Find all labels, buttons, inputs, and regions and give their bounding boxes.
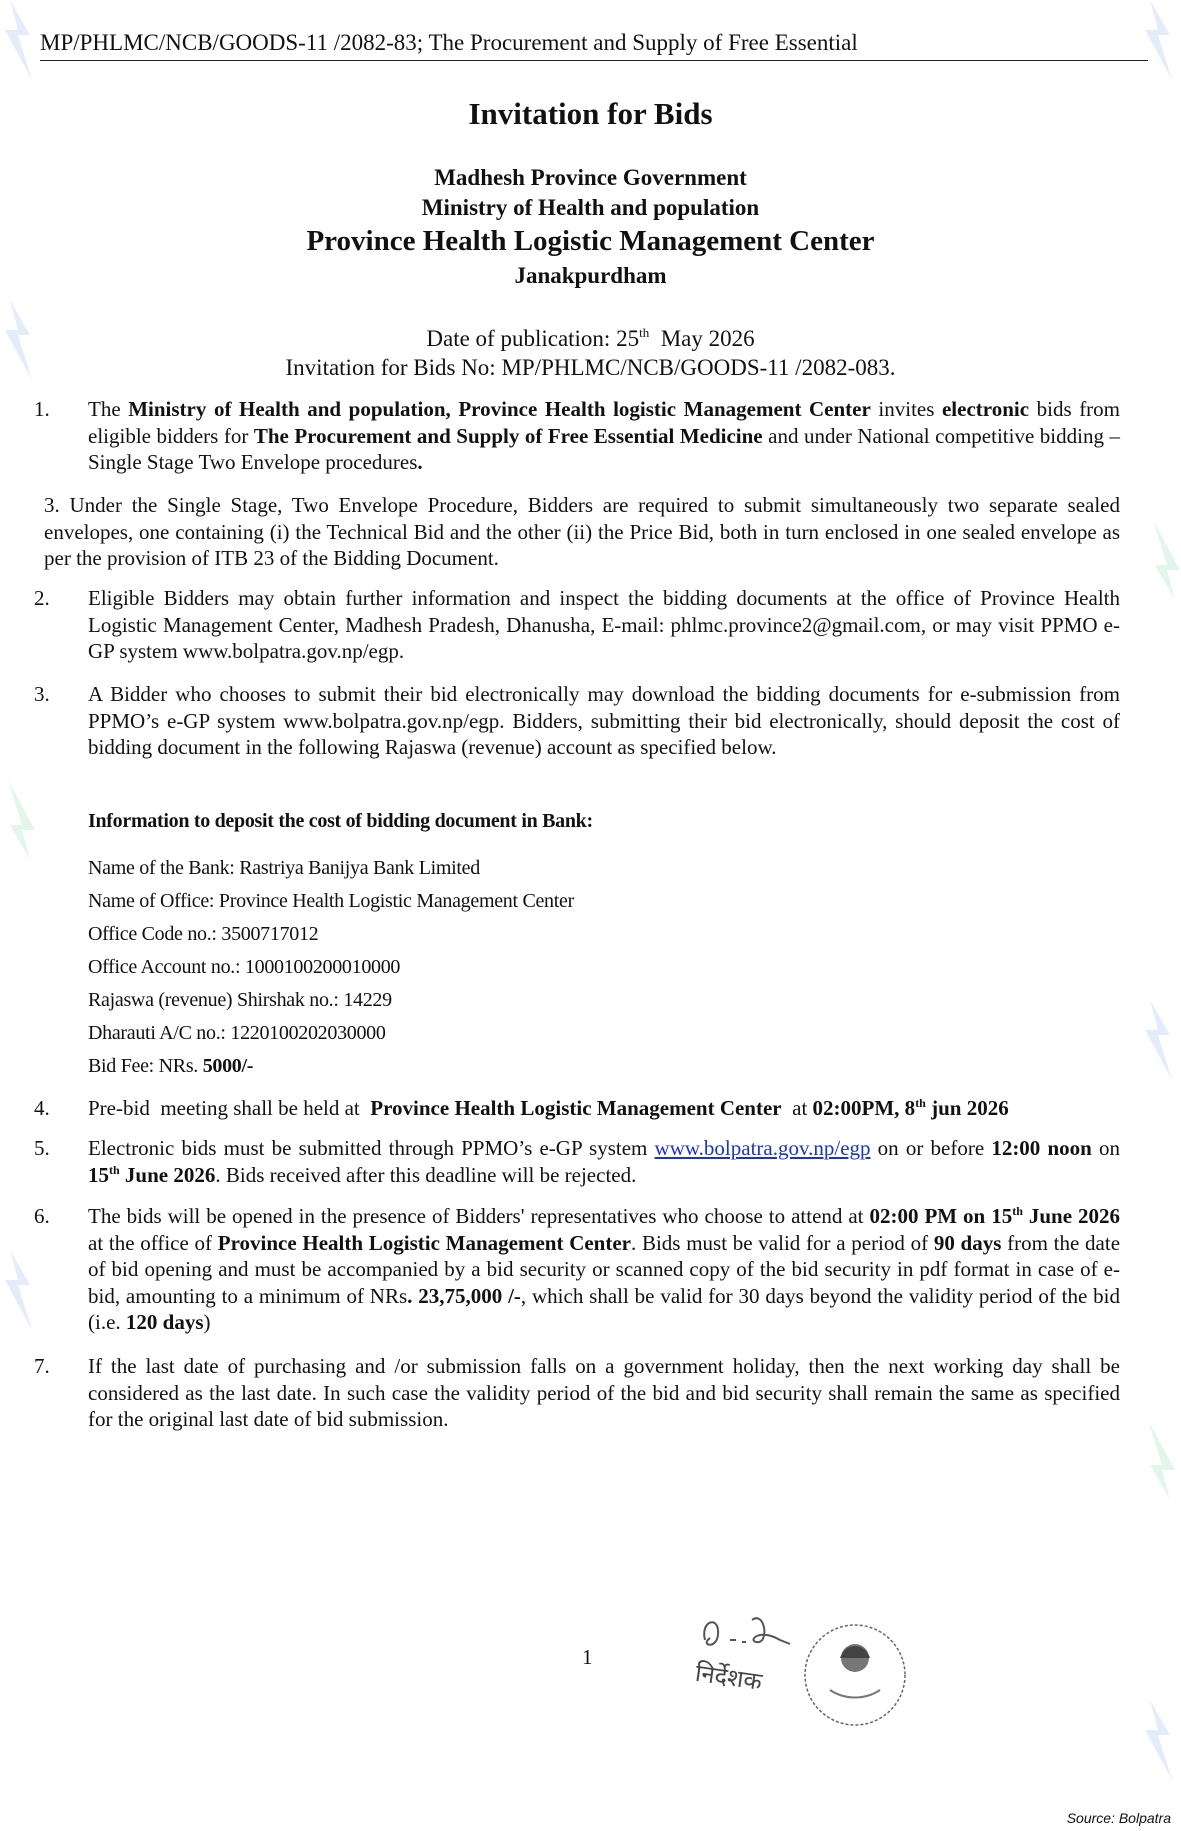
clause-number: 5. (34, 1136, 50, 1160)
org-government: Madhesh Province Government (434, 165, 747, 190)
bank-name: Name of the Bank: Rastriya Banijya Bank Limited (88, 857, 480, 879)
ifb-number: Invitation for Bids No: MP/PHLMC/NCB/GOODS-11 /2082-083. (285, 355, 896, 380)
watermark-bolt-icon (0, 780, 40, 860)
org-location: Janakpurdham (514, 263, 667, 288)
bid-fee: Bid Fee: NRs. 5000/- (88, 1055, 254, 1077)
clause-3-two-envelope: 3. Under the Single Stage, Two Envelope Procedure, Bidders are required to submit simultaneously two separate sealed envelopes, one containing (i) the Technical Bid and the other (ii) the Price Bid, both in turn enclosed in one sealed envelope as per the provision of ITB 23 of the Bidding Document. (44, 493, 1120, 570)
publication-date: Date of publication: 25th May 2026 (426, 325, 755, 351)
clause-3: 3. A Bidder who chooses to submit their bid electronically may download the bidding documents for e-submission from PPMO’s e-GP system www.bolpatra.gov.np/egp. Bidders, submitting their bid electronically, should deposit the cost of bidding document in the following Rajaswa (revenue) account as specified below. (34, 682, 1120, 759)
clause-4: 4. Pre-bid meeting shall be held at Province Health Logistic Management Center at 02:00PM, 8th jun 2026 (34, 1096, 1009, 1120)
clause-number: 1. (34, 397, 50, 421)
clause-number: 4. (34, 1096, 50, 1120)
bank-office-code: Office Code no.: 3500717012 (88, 923, 319, 945)
clause-2: 2. Eligible Bidders may obtain further information and inspect the bidding documents at the office of Province Health Logistic Management Center, Madhesh Pradesh, Dhanusha, E-mail: phlmc.province2@gmail.com, or may visit PPMO e-GP system www.bolpatra.gov.np/egp. (34, 586, 1120, 663)
clause-5: 5. Electronic bids must be submitted through PPMO’s e-GP system www.bolpatra.gov.np/egp on or before 12:00 noon on 15th June 2026. Bids received after this deadline will be rejected. (34, 1136, 1121, 1187)
signature-title: निर्देशक (693, 1658, 764, 1696)
org-center: Province Health Logistic Management Center (306, 225, 875, 257)
official-seal (800, 1620, 910, 1735)
watermark-bolt-icon (1145, 520, 1181, 600)
watermark-bolt-icon (0, 0, 40, 80)
egp-link[interactable]: www.bolpatra.gov.np/egp (654, 1136, 871, 1160)
bank-info-heading: Information to deposit the cost of bidding document in Bank: (88, 810, 593, 832)
source-credit: Source: Bolpatra (1066, 1810, 1171, 1826)
document-title: Invitation for Bids (468, 96, 713, 131)
clause-6: 6. The bids will be opened in the presence of Bidders' representatives who choose to attend at 02:00 PM on 15th June 2026 at the office of Province Health Logistic Management Center. Bids must be valid for a period of 90 days from the date of bid opening and must be accompanied by a bid security or scanned copy of the bid security in pdf format in case of e-bid, amounting to a minimum of NRs. 23,75,000 /-, which shall be valid for 30 days beyond the validity period of the bid (i.e. 120 days) (34, 1204, 1121, 1334)
org-ministry: Ministry of Health and population (421, 195, 760, 220)
signature-scribble-icon (690, 1610, 800, 1660)
watermark-bolt-icon (1140, 1000, 1180, 1080)
clause-number: 2. (34, 586, 50, 610)
watermark-bolt-icon (1140, 1420, 1180, 1500)
header-divider (40, 60, 1148, 61)
bank-dharauti-ac: Dharauti A/C no.: 1220100202030000 (88, 1022, 386, 1044)
clause-1: 1. The Ministry of Health and population, Province Health logistic Management Center invites electronic bids from eligible bidders for The Procurement and Supply of Free Essential Medicine and under National competitive bidding – Single Stage Two Envelope procedures. (34, 397, 1121, 474)
clause-number: 7. (34, 1354, 50, 1378)
document-reference-header: MP/PHLMC/NCB/GOODS-11 /2082-83; The Procurement and Supply of Free Essential (40, 30, 858, 55)
bank-office-account: Office Account no.: 1000100200010000 (88, 956, 401, 978)
watermark-bolt-icon (1140, 1700, 1180, 1780)
director-signature (690, 1610, 800, 1696)
clause-number: 3. (34, 682, 50, 706)
government-seal-icon (800, 1620, 910, 1730)
bank-shirshak-no: Rajaswa (revenue) Shirshak no.: 14229 (88, 989, 392, 1011)
watermark-bolt-icon (0, 1250, 40, 1330)
clause-7: 7. If the last date of purchasing and /or submission falls on a government holiday, then the next working day shall be considered as the last date. In such case the validity period of the bid and bid security shall remain the same as specified for the original last date of bid submission. (34, 1354, 1120, 1431)
page-number: 1 (582, 1645, 593, 1669)
clause-number: 6. (34, 1204, 50, 1228)
bank-office-name: Name of Office: Province Health Logistic Management Center (88, 890, 574, 912)
watermark-bolt-icon (1140, 0, 1180, 80)
